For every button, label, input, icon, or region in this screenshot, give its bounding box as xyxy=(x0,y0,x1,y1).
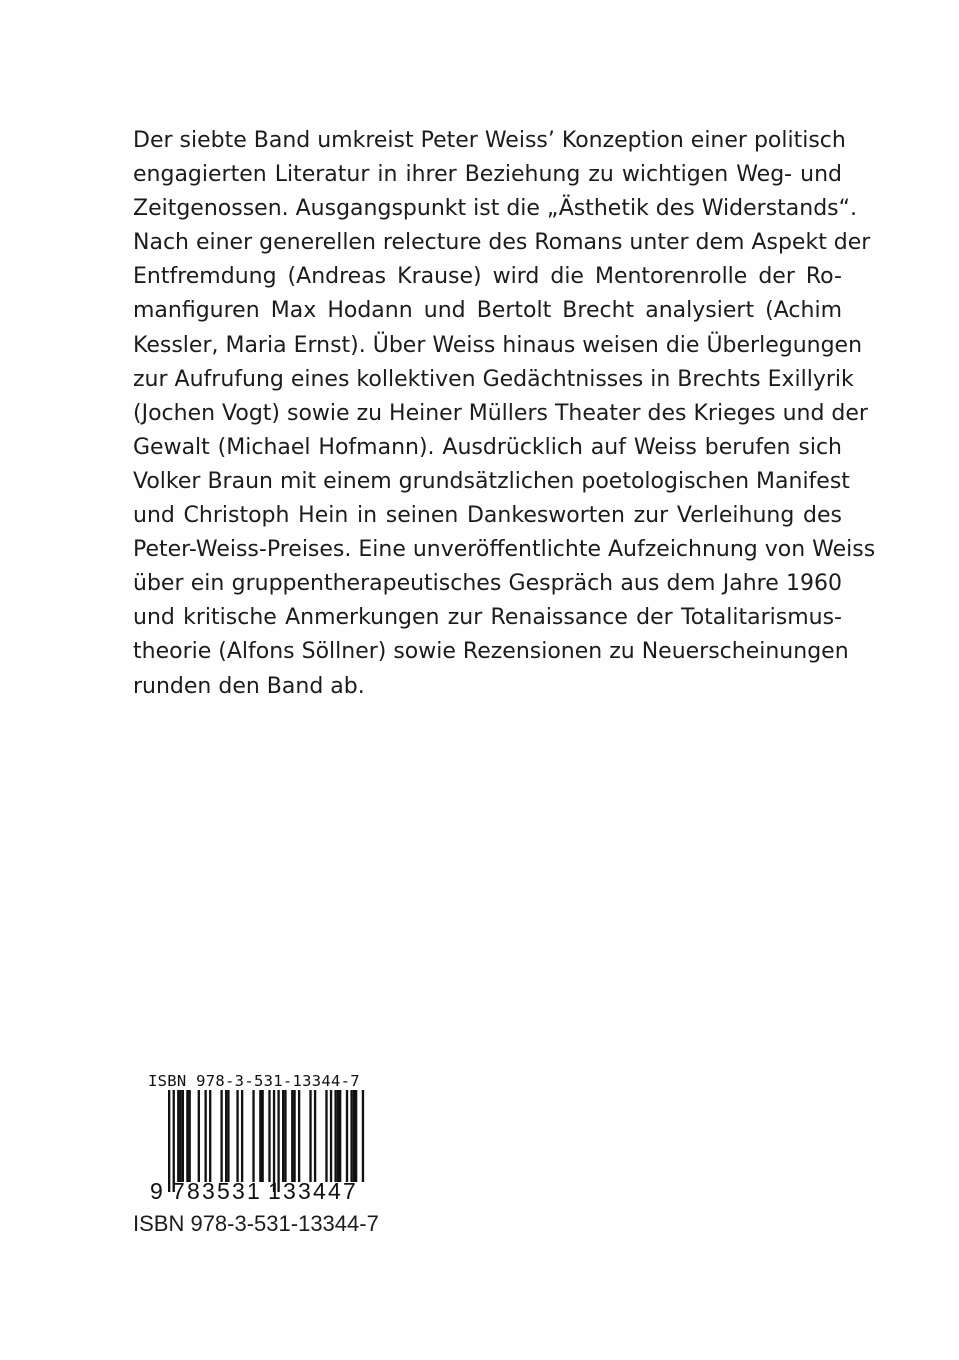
barcode-guard-bar xyxy=(173,1090,175,1192)
barcode-bar xyxy=(330,1090,332,1182)
blurb-line: Entfremdung (Andreas Krause) wird die Mentorenrolle der Ro- xyxy=(133,264,842,290)
barcode-bar xyxy=(339,1090,341,1182)
blurb-line: Zeitgenossen. Ausgangspunkt ist die „Ästhetik des Widerstands“. xyxy=(133,196,858,222)
barcode-isbn-label: ISBN 978-3-531-13344-7 xyxy=(148,1072,360,1090)
barcode-bar xyxy=(204,1090,206,1182)
barcode-bar xyxy=(227,1090,229,1182)
barcode-bar xyxy=(259,1090,261,1182)
blurb-line: Der siebte Band umkreist Peter Weiss’ Konzeption einer politisch xyxy=(133,128,846,153)
barcode-bar xyxy=(261,1090,263,1182)
barcode-bar xyxy=(314,1090,316,1182)
blurb-line: Volker Braun mit einem grundsätzlichen poetologischen Manifest xyxy=(133,468,850,494)
blurb-line: über ein gruppentherapeutisches Gespräch aus dem Jahre 1960 xyxy=(133,571,842,597)
barcode-bar xyxy=(225,1090,227,1182)
barcode-bar xyxy=(309,1090,311,1182)
blurb-line: und kritische Anmerkungen zur Renaissance der Totalitarismus- xyxy=(133,605,842,631)
blurb-line: (Jochen Vogt) sowie zu Heiner Müllers Theater des Krieges und der xyxy=(133,400,868,426)
barcode-bar xyxy=(179,1090,181,1182)
barcode-bar xyxy=(355,1090,357,1182)
barcode-bar xyxy=(334,1090,336,1182)
blurb-line: Gewalt (Michael Hofmann). Ausdrücklich auf Weiss berufen sich xyxy=(133,434,842,460)
barcode-bar xyxy=(220,1090,222,1182)
blurb-line: Nach einer generellen relecture des Romans unter dem Aspekt der xyxy=(133,230,871,256)
barcode-bar xyxy=(337,1090,339,1182)
blurb-line: Kessler, Maria Ernst). Über Weiss hinaus weisen die Überlegungen xyxy=(133,332,863,358)
barcode-bar xyxy=(186,1090,188,1182)
barcode-guard-bar xyxy=(168,1090,170,1192)
blurb-line: runden den Band ab. xyxy=(133,673,365,699)
barcode-bar xyxy=(284,1090,286,1182)
barcode-bar xyxy=(362,1090,364,1182)
barcode-bar xyxy=(282,1090,284,1182)
ean-right-digits: 133447 xyxy=(268,1178,358,1204)
blurb-line: theorie (Alfons Söllner) sowie Rezensionen zu Neuerscheinungen xyxy=(133,639,849,665)
barcode-bar xyxy=(189,1090,191,1182)
barcode-guard-bar xyxy=(277,1090,279,1192)
barcode-bar xyxy=(325,1090,327,1182)
isbn-number: ISBN 978-3-531-13344-7 xyxy=(133,1211,379,1236)
barcode-bar xyxy=(291,1090,293,1182)
barcode-bar xyxy=(298,1090,300,1182)
barcode-bar xyxy=(241,1090,243,1182)
blurb-line: und Christoph Hein in seinen Dankesworten zur Verleihung des xyxy=(133,503,842,529)
barcode-bar xyxy=(198,1090,200,1182)
barcode-bar xyxy=(252,1090,254,1182)
ean-first-digit: 9 xyxy=(150,1178,163,1204)
barcode-bar xyxy=(353,1090,355,1182)
barcode-bar xyxy=(209,1090,211,1182)
blurb-line: zur Aufrufung eines kollektiven Gedächtnisses in Brechts Exillyrik xyxy=(133,366,854,392)
blurb-line: Peter-Weiss-Preises. Eine unveröffentlichte Aufzeichnung von Weiss xyxy=(133,537,876,563)
barcode-bar xyxy=(177,1090,179,1182)
ean-left-digits: 783531 xyxy=(172,1178,262,1204)
barcode-guard-bar xyxy=(273,1090,275,1192)
barcode-bar xyxy=(346,1090,348,1182)
blurb-paragraph xyxy=(133,124,876,704)
blurb-line: engagierten Literatur in ihrer Beziehung zu wichtigen Weg- und xyxy=(133,162,842,188)
barcode-bar xyxy=(268,1090,270,1182)
blurb-line: manfiguren Max Hodann und Bertolt Brecht analysiert (Achim xyxy=(133,298,842,324)
barcode-bar xyxy=(293,1090,295,1182)
barcode-bar xyxy=(350,1090,352,1182)
barcode-bar xyxy=(182,1090,184,1182)
barcode-bar xyxy=(236,1090,238,1182)
